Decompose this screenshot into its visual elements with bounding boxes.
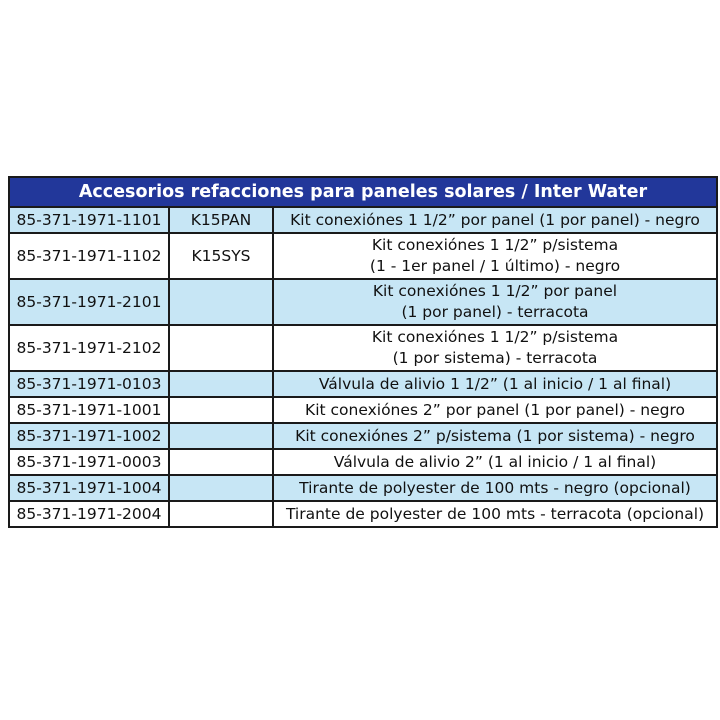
part-code: 85-371-1971-1002 — [9, 423, 169, 449]
description-line: Kit conexiónes 2” por panel (1 por panel) - negro — [305, 400, 685, 419]
table-row — [9, 397, 717, 423]
model-code — [169, 423, 273, 449]
model-code — [169, 325, 273, 371]
description-line: Tirante de polyester de 100 mts - negro (opcional) — [299, 478, 691, 497]
model-code — [169, 371, 273, 397]
part-code: 85-371-1971-1102 — [9, 233, 169, 279]
model-code — [169, 279, 273, 325]
description-line: Válvula de alivio 1 1/2” (1 al inicio / 1 al final) — [318, 374, 672, 393]
description-line: (1 por sistema) - terracota — [392, 349, 598, 367]
description-line: Kit conexiónes 1 1/2” p/sistema — [371, 236, 619, 254]
part-code: 85-371-1971-1004 — [9, 475, 169, 501]
table-row — [9, 233, 717, 279]
description — [273, 423, 717, 449]
table-row — [9, 501, 717, 527]
table-row — [9, 325, 717, 371]
part-code: 85-371-1971-2004 — [9, 501, 169, 527]
description-line: (1 - 1er panel / 1 último) - negro — [369, 257, 621, 275]
table-row — [9, 475, 717, 501]
part-code: 85-371-1971-1101 — [9, 207, 169, 233]
description — [273, 397, 717, 423]
description — [273, 207, 717, 233]
description-line: Kit conexiónes 2” p/sistema (1 por sistema) - negro — [295, 426, 695, 445]
description-line: Kit conexiónes 1 1/2” por panel — [372, 282, 618, 300]
model-code: K15SYS — [169, 233, 273, 279]
model-code — [169, 449, 273, 475]
table-header-row — [9, 177, 717, 207]
description-line: Válvula de alivio 2” (1 al inicio / 1 al final) — [333, 452, 657, 471]
table-title: Accesorios refacciones para paneles solares / Inter Water — [9, 177, 717, 207]
part-code: 85-371-1971-0103 — [9, 371, 169, 397]
part-code: 85-371-1971-2102 — [9, 325, 169, 371]
description — [273, 371, 717, 397]
part-code: 85-371-1971-0003 — [9, 449, 169, 475]
description — [273, 475, 717, 501]
table-row — [9, 207, 717, 233]
table-row — [9, 371, 717, 397]
description — [273, 279, 717, 325]
description-line: (1 por panel) - terracota — [401, 303, 589, 321]
description — [273, 449, 717, 475]
table-row — [9, 449, 717, 475]
model-code — [169, 475, 273, 501]
table-row — [9, 423, 717, 449]
description-line: Kit conexiónes 1 1/2” p/sistema — [371, 328, 619, 346]
accessories-table — [8, 176, 718, 528]
description-line: Kit conexiónes 1 1/2” por panel (1 por panel) - negro — [290, 210, 700, 229]
description-line: Tirante de polyester de 100 mts - terracota (opcional) — [285, 504, 705, 523]
model-code — [169, 501, 273, 527]
description — [273, 233, 717, 279]
model-code — [169, 397, 273, 423]
description — [273, 501, 717, 527]
model-code: K15PAN — [169, 207, 273, 233]
description — [273, 325, 717, 371]
table-row — [9, 279, 717, 325]
part-code: 85-371-1971-2101 — [9, 279, 169, 325]
part-code: 85-371-1971-1001 — [9, 397, 169, 423]
